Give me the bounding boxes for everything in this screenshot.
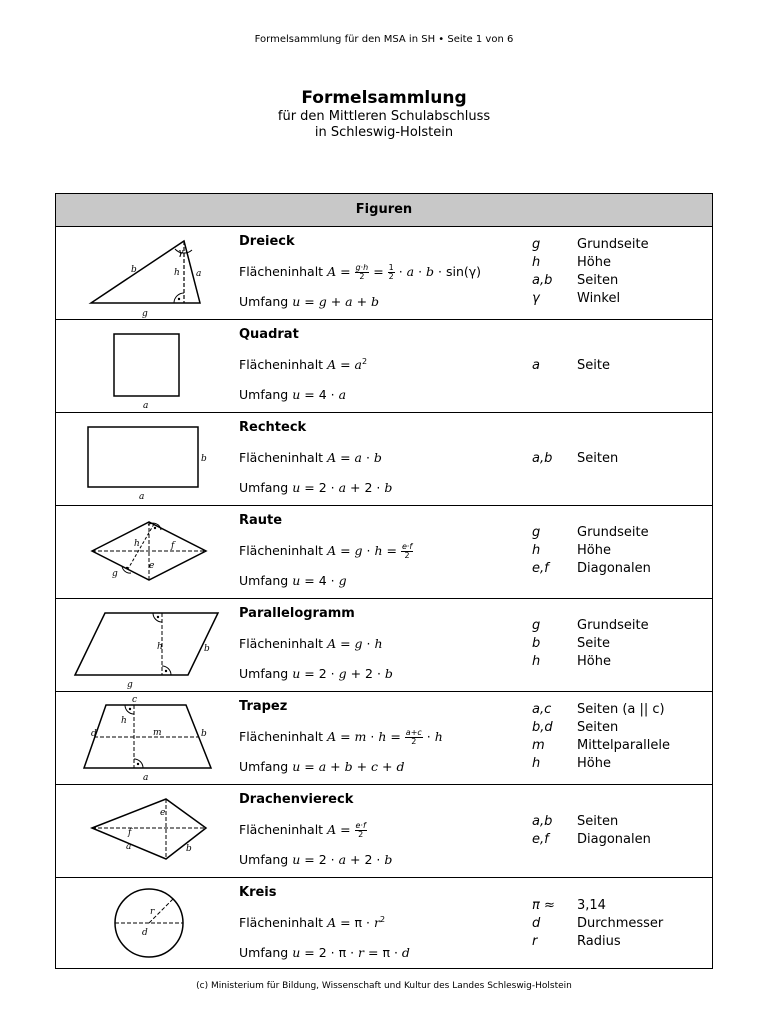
perimeter-label: Umfang [239, 852, 289, 867]
page-subtitle-2: in Schleswig-Holstein [314, 125, 454, 140]
legend-item [532, 915, 712, 933]
row-name: Trapez [239, 699, 288, 714]
table-row-raute [56, 506, 712, 599]
page-title: Formelsammlung [301, 88, 467, 108]
svg-text:d: d [142, 928, 148, 938]
svg-text:f: f [128, 828, 132, 838]
legend-symbol: m [532, 738, 545, 753]
perimeter-formula: Umfang u = 2 · a + 2 · b [239, 852, 393, 867]
rhombus-figure [56, 506, 238, 598]
legend-description: Seite [577, 636, 610, 651]
page-footer: (c) Ministerium für Bildung, Wissenschaft und Kultur des Landes Schleswig-Holstein [196, 981, 572, 991]
svg-text:g: g [112, 569, 118, 579]
perimeter-formula: Umfang u = 2 · π · r = π · d [239, 945, 410, 960]
legend-description: Seiten [577, 451, 619, 466]
legend-item [532, 524, 712, 542]
row-name: Dreieck [239, 234, 295, 249]
legend [532, 236, 712, 308]
legend-symbol: a [532, 358, 540, 373]
legend-item [532, 737, 712, 755]
legend-symbol: h [532, 255, 541, 270]
table-row-drachenviereck [56, 785, 712, 878]
legend-symbol: e,f [532, 832, 549, 847]
legend-description: Winkel [577, 291, 621, 306]
legend-item [532, 653, 712, 671]
svg-text:b: b [186, 844, 192, 854]
legend-description: Grundseite [577, 237, 649, 252]
area-label: Flächeninhalt [239, 822, 324, 837]
svg-text:r: r [150, 907, 155, 917]
legend-symbol: a,c [532, 702, 552, 717]
legend-item [532, 701, 712, 719]
legend-symbol: g [532, 525, 541, 540]
legend-symbol: a,b [532, 814, 553, 829]
svg-text:a: a [143, 401, 149, 411]
triangle-figure [56, 227, 238, 319]
svg-text:b: b [204, 644, 210, 654]
svg-text:h: h [121, 716, 127, 726]
legend-item [532, 357, 712, 375]
table-heading: Figuren [56, 194, 712, 227]
figures-table [55, 193, 713, 969]
rectangle-figure [56, 413, 238, 505]
rhombus-icon [56, 506, 238, 599]
legend-description: Höhe [577, 255, 611, 270]
svg-text:b: b [201, 454, 207, 464]
legend-description: Höhe [577, 654, 611, 669]
svg-text:e: e [149, 561, 155, 571]
legend-description: Seite [577, 358, 610, 373]
legend-symbol: d [532, 916, 541, 931]
table-row-rechteck [56, 413, 712, 506]
legend-symbol: b [532, 636, 541, 651]
table-row-parallelogramm [56, 599, 712, 692]
perimeter-label: Umfang [239, 387, 289, 402]
area-formula: Flächeninhalt A = a · b [239, 450, 382, 465]
perimeter-formula: Umfang u = 2 · g + 2 · b [239, 666, 393, 681]
perimeter-formula: Umfang u = a + b + c + d [239, 759, 405, 774]
legend [532, 617, 712, 671]
area-label: Flächeninhalt [239, 729, 324, 744]
perimeter-formula: Umfang u = g + a + b [239, 294, 380, 309]
legend-item [532, 254, 712, 272]
svg-text:f: f [171, 541, 175, 551]
legend-description: Höhe [577, 543, 611, 558]
legend-item [532, 635, 712, 653]
svg-text:h: h [157, 642, 163, 652]
perimeter-label: Umfang [239, 294, 289, 309]
rectangle-icon [56, 413, 238, 506]
page-subtitle-1: für den Mittleren Schulabschluss [277, 109, 491, 124]
svg-text:b: b [201, 729, 207, 739]
area-formula: Flächeninhalt A = g · h = $\frac{e\cdot f}{2}$ [239, 542, 413, 560]
legend-item [532, 933, 712, 951]
legend-symbol: h [532, 756, 541, 771]
legend-item [532, 290, 712, 308]
legend-symbol: b,d [532, 720, 553, 735]
area-formula: Flächeninhalt A = $\frac{e\cdot f}{2}$ [239, 821, 366, 839]
area-label: Flächeninhalt [239, 915, 324, 931]
legend-description: Mittelparallele [577, 738, 670, 753]
trapezoid-figure [56, 692, 238, 784]
area-label: Flächeninhalt [239, 357, 324, 373]
perimeter-label: Umfang [239, 573, 289, 588]
legend-description: Diagonalen [577, 561, 651, 576]
legend-description: Seiten [577, 814, 619, 829]
legend [532, 813, 712, 849]
legend-symbol: a,b [532, 451, 553, 466]
legend-item [532, 755, 712, 773]
area-formula: Flächeninhalt A = m · h = $\frac{a+c}{2}$ · h [239, 728, 443, 746]
row-name: Drachenviereck [239, 792, 354, 807]
perimeter-formula: Umfang u = 2 · a + 2 · b [239, 480, 393, 495]
parallelogram-icon [56, 599, 238, 692]
legend-symbol: r [532, 934, 538, 949]
table-row-dreieck [56, 227, 712, 320]
legend-description: Radius [577, 934, 621, 949]
parallelogram-figure [56, 599, 238, 691]
area-label: Flächeninhalt [239, 543, 324, 558]
legend-item [532, 236, 712, 254]
kite-figure [56, 785, 238, 877]
legend-symbol: π ≈ [532, 898, 555, 913]
legend-description: Seiten [577, 273, 619, 288]
row-name: Quadrat [239, 327, 299, 342]
svg-text:a: a [126, 842, 132, 852]
legend-item [532, 813, 712, 831]
row-name: Rechteck [239, 420, 307, 435]
legend-item [532, 450, 712, 468]
legend-item [532, 617, 712, 635]
svg-text:a: a [196, 269, 202, 279]
table-row-trapez [56, 692, 712, 785]
area-label: Flächeninhalt [239, 264, 324, 279]
svg-text:g: g [127, 680, 133, 690]
legend-symbol: a,b [532, 273, 553, 288]
svg-text:b: b [131, 265, 137, 275]
svg-text:m: m [153, 728, 162, 738]
perimeter-label: Umfang [239, 759, 289, 774]
legend [532, 450, 712, 468]
page-header: Formelsammlung für den MSA in SH • Seite 1 von 6 [254, 34, 514, 45]
area-formula: Flächeninhalt $A = a^2$ [239, 357, 368, 373]
legend-description: Grundseite [577, 525, 649, 540]
circle-icon [56, 878, 238, 969]
svg-text:g: g [142, 309, 148, 319]
triangle-icon [56, 227, 238, 320]
svg-text:h: h [134, 539, 140, 549]
svg-text:d: d [91, 729, 97, 739]
perimeter-label: Umfang [239, 666, 289, 681]
legend [532, 701, 712, 773]
svg-text:a: a [143, 773, 149, 783]
legend-item [532, 542, 712, 560]
legend-description: Durchmesser [577, 916, 664, 931]
area-label: Flächeninhalt [239, 450, 324, 465]
square-figure [56, 320, 238, 412]
legend-description: Seiten (a || c) [577, 702, 665, 717]
legend-symbol: h [532, 543, 541, 558]
legend-symbol: g [532, 237, 541, 252]
perimeter-formula: Umfang u = 4 · a [239, 387, 347, 402]
perimeter-label: Umfang [239, 480, 289, 495]
legend-symbol: γ [532, 291, 540, 306]
legend-description: 3,14 [577, 898, 606, 913]
legend-item [532, 560, 712, 578]
circle-figure [56, 878, 238, 969]
svg-text:γ: γ [178, 248, 184, 258]
legend-item [532, 272, 712, 290]
legend-symbol: e,f [532, 561, 549, 576]
perimeter-label: Umfang [239, 945, 289, 960]
area-formula: Flächeninhalt $A = \pi \cdot r^2$ [239, 915, 386, 931]
table-row-kreis [56, 878, 712, 969]
svg-text:c: c [132, 695, 138, 705]
area-label: Flächeninhalt [239, 636, 324, 651]
trapezoid-icon [56, 692, 238, 785]
legend [532, 897, 712, 951]
legend [532, 524, 712, 578]
legend [532, 357, 712, 375]
svg-text:e: e [160, 808, 166, 818]
svg-text:a: a [139, 492, 145, 502]
area-formula: Flächeninhalt A = $\frac{g\cdot h}{2}$ = $\frac{1}{2}$ · a · b · sin(γ) [239, 263, 482, 281]
legend-item [532, 897, 712, 915]
row-name: Kreis [239, 885, 277, 900]
legend-description: Grundseite [577, 618, 649, 633]
row-name: Parallelogramm [239, 606, 355, 621]
legend-symbol: g [532, 618, 541, 633]
legend-description: Höhe [577, 756, 611, 771]
legend-symbol: h [532, 654, 541, 669]
legend-item [532, 831, 712, 849]
perimeter-formula: Umfang u = 4 · g [239, 573, 347, 588]
kite-icon [56, 785, 238, 878]
legend-item [532, 719, 712, 737]
table-row-quadrat [56, 320, 712, 413]
legend-description: Seiten [577, 720, 619, 735]
legend-description: Diagonalen [577, 832, 651, 847]
area-formula: Flächeninhalt A = g · h [239, 636, 383, 651]
square-icon [56, 320, 238, 413]
svg-text:h: h [174, 268, 180, 278]
row-name: Raute [239, 513, 283, 528]
